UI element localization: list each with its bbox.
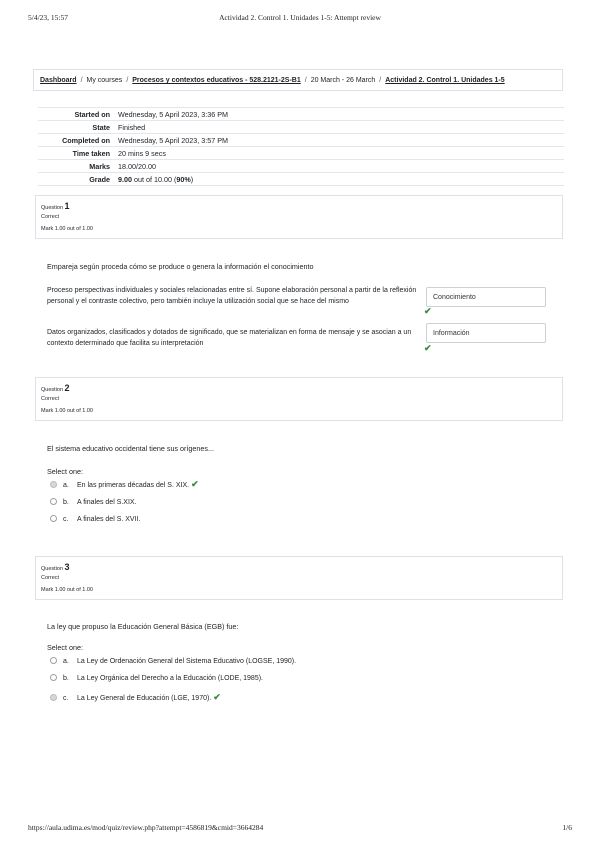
- grade-middle: out of 10.00 (: [132, 174, 177, 184]
- breadcrumb-my-courses: My courses: [86, 77, 123, 84]
- summary-value: Wednesday, 5 April 2023, 3:36 PM: [114, 108, 564, 121]
- answer-option[interactable]: [50, 673, 263, 685]
- radio-icon[interactable]: [50, 674, 57, 681]
- radio-icon[interactable]: [50, 515, 57, 522]
- answer-option[interactable]: [50, 691, 221, 703]
- question-label: Question: [41, 205, 64, 211]
- radio-icon[interactable]: [50, 498, 57, 505]
- question-number-value: 1: [64, 201, 70, 211]
- question-mark: Mark 1.00 out of 1.00: [41, 587, 93, 593]
- question-mark: Mark 1.00 out of 1.00: [41, 226, 93, 232]
- question-2-text: El sistema educativo occidental tiene sus orígenes...: [47, 444, 215, 453]
- breadcrumb-course[interactable]: Procesos y contextos educativos - 528.2121-2S-B1: [132, 77, 301, 84]
- option-text: A finales del S.XIX.: [77, 499, 137, 506]
- summary-value: Finished: [114, 121, 564, 134]
- breadcrumb-separator: /: [80, 77, 83, 84]
- summary-label: Completed on: [38, 134, 114, 147]
- question-number: [41, 562, 70, 572]
- checkmark-icon: ✔: [424, 343, 432, 353]
- select-one-prompt: Select one:: [47, 643, 83, 652]
- print-page-number: 1/6: [562, 823, 572, 832]
- summary-row-grade: [38, 173, 564, 186]
- match-stem: Datos organizados, clasificados y dotados de significado, que se materializan en forma de mensaje y se asocian a un contexto determinado que facilita su interpretación: [47, 329, 412, 347]
- print-url: https://aula.udima.es/mod/quiz/review.php?attempt=4586819&cmid=3664284: [28, 823, 264, 832]
- question-3-info: [35, 556, 563, 600]
- option-letter: a.: [63, 658, 69, 665]
- question-3-text: La ley que propuso la Educación General Básica (EGB) fue:: [47, 622, 239, 631]
- print-datetime: 5/4/23, 15:57: [28, 13, 69, 22]
- summary-row: [38, 147, 564, 160]
- match-answer-select[interactable]: Conocimiento: [426, 287, 546, 307]
- summary-row: [38, 121, 564, 134]
- answer-option[interactable]: [50, 656, 296, 668]
- checkmark-icon: ✔: [191, 479, 199, 489]
- question-label: Question: [41, 566, 64, 572]
- answer-option[interactable]: [50, 514, 140, 526]
- option-text: En las primeras décadas del S. XIX.: [77, 482, 190, 489]
- question-number: [41, 201, 70, 211]
- grade-end: ): [190, 174, 194, 184]
- question-1-info: [35, 195, 563, 239]
- attempt-summary-table: [38, 107, 564, 186]
- answer-option[interactable]: [50, 497, 137, 509]
- option-text: La Ley General de Educación (LGE, 1970).: [77, 695, 212, 702]
- radio-icon[interactable]: [50, 481, 57, 488]
- match-answer-select[interactable]: Información: [426, 323, 546, 343]
- summary-label: Grade: [38, 173, 114, 186]
- grade-percent: 90%: [176, 174, 191, 184]
- question-state: Correct: [41, 575, 60, 581]
- summary-row: [38, 160, 564, 173]
- summary-value: 20 mins 9 secs: [114, 147, 564, 160]
- print-doc-title: Actividad 2. Control 1. Unidades 1-5: Attempt review: [219, 13, 381, 22]
- grade-value: [114, 173, 564, 186]
- breadcrumb-dashboard[interactable]: Dashboard: [40, 77, 77, 84]
- breadcrumb: [33, 69, 563, 91]
- checkmark-icon: ✔: [213, 692, 221, 702]
- option-letter: c.: [63, 695, 69, 702]
- summary-row: [38, 108, 564, 121]
- question-number: [41, 383, 70, 393]
- summary-label: Started on: [38, 108, 114, 121]
- summary-label: Marks: [38, 160, 114, 173]
- breadcrumb-separator: /: [304, 77, 307, 84]
- breadcrumb-week: 20 March - 26 March: [310, 77, 376, 84]
- option-text: La Ley de Ordenación General del Sistema Educativo (LOGSE, 1990).: [77, 658, 297, 665]
- option-letter: c.: [63, 516, 69, 523]
- breadcrumb-activity[interactable]: Actividad 2. Control 1. Unidades 1-5: [385, 77, 505, 84]
- summary-value: Wednesday, 5 April 2023, 3:57 PM: [114, 134, 564, 147]
- option-letter: a.: [63, 482, 69, 489]
- option-text: A finales del S. XVII.: [77, 516, 141, 523]
- option-letter: b.: [63, 499, 69, 506]
- question-2-info: [35, 377, 563, 421]
- summary-label: State: [38, 121, 114, 134]
- question-state: Correct: [41, 214, 60, 220]
- summary-label: Time taken: [38, 147, 114, 160]
- breadcrumb-separator: /: [379, 77, 382, 84]
- question-1-text: Empareja según proceda cómo se produce o genera la información el conocimiento: [47, 262, 314, 271]
- question-number-value: 3: [64, 562, 70, 572]
- question-label: Question: [41, 387, 64, 393]
- radio-icon[interactable]: [50, 694, 57, 701]
- summary-row: [38, 134, 564, 147]
- radio-icon[interactable]: [50, 657, 57, 664]
- breadcrumb-separator: /: [126, 77, 129, 84]
- checkmark-icon: ✔: [424, 306, 432, 316]
- match-stem: Proceso perspectivas individuales y sociales relacionadas entre sí. Supone elaboración personal a partir de la reflexión personal y el contraste colectivo, pero también incluye la utilización social que se hace del mismo: [47, 287, 417, 305]
- option-text: La Ley Orgánica del Derecho a la Educación (LODE, 1985).: [77, 675, 263, 682]
- question-number-value: 2: [64, 383, 70, 393]
- summary-value: 18.00/20.00: [114, 160, 564, 173]
- question-mark: Mark 1.00 out of 1.00: [41, 408, 93, 414]
- option-letter: b.: [63, 675, 69, 682]
- question-state: Correct: [41, 396, 60, 402]
- answer-option[interactable]: [50, 478, 199, 490]
- grade-score: 9.00: [118, 174, 132, 184]
- select-one-prompt: Select one:: [47, 467, 83, 476]
